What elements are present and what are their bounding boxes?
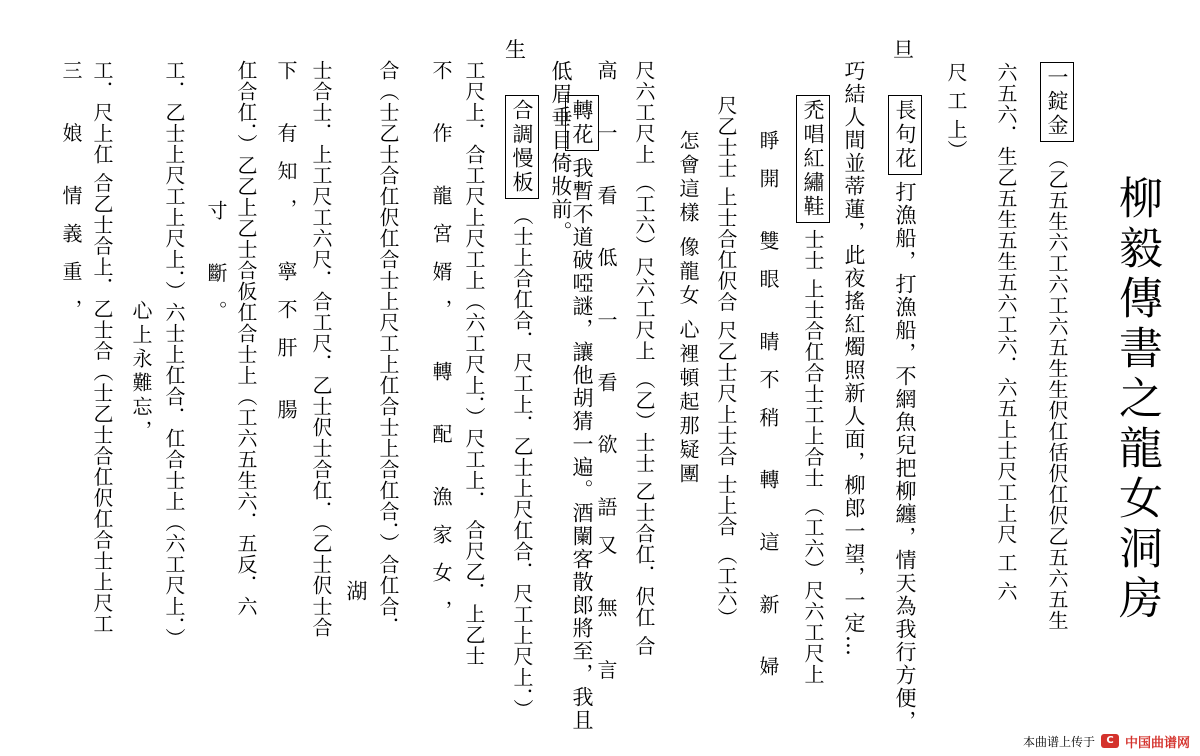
score-column (158, 60, 190, 649)
score-text: 士合士．上工尺工六尺．合工尺．乙士伬士合仜．（乙士伬士合 (309, 60, 333, 638)
score-text: 湖 (344, 580, 368, 603)
score-column (940, 62, 972, 161)
score-text: 打漁船，打漁船，不網魚兒把柳纏，情天為我行方便， (893, 181, 917, 733)
score-column (425, 60, 457, 638)
score-column (305, 60, 337, 638)
score-text: 低眉垂目倚妝前。 (549, 60, 573, 244)
score-column (838, 60, 870, 658)
score-column (1040, 62, 1074, 631)
score-column (796, 95, 830, 685)
score-column (545, 60, 577, 244)
score-text: 心上永難忘， (129, 300, 153, 444)
score-column (372, 60, 404, 638)
section-tag: 長句花 (888, 95, 922, 175)
score-column (340, 580, 372, 603)
score-text: 怎會這樣 像龍女 心裡頓起那疑團 (676, 130, 700, 487)
score-text: （乙五生六工六工六五生生伬仜佸伬仜伬乙五六五生 (1045, 148, 1069, 631)
score-text: 高 一 看 低 一 看 欲 語又 無 言 (594, 60, 618, 698)
footer (1023, 732, 1190, 750)
score-text: 尺乙士士 上士合仜伬合 尺乙士尺上士合 士上合 （工六） (714, 95, 738, 629)
score-column (86, 60, 118, 634)
page-title: 柳毅傳書之龍女洞房 (1111, 175, 1162, 625)
score-column (55, 60, 87, 337)
site-logo-icon: C (1101, 734, 1119, 748)
footer-label: 本曲谱上传于 (1022, 734, 1095, 749)
score-text: 六五六．生乙五生五生五六工六．六五上士尺工上尺 工 六 (994, 62, 1018, 602)
score-text: 尺 工 上） (944, 62, 968, 161)
score-column (125, 300, 157, 444)
score-text: （士上合仜合．尺工上．乙士上尺仜合．尺工上尺上．） (510, 205, 534, 720)
score-text: 寸 斷。 (204, 200, 228, 339)
score-column (888, 95, 922, 733)
role-marker-dan: 旦 (893, 38, 914, 62)
score-text: 尺六工尺上 （工六）尺六工尺上 （乙）士士 乙士合仜．伬仜 合 (632, 60, 656, 657)
section-tag: 合調慢板 (505, 95, 539, 199)
score-text: 我暫不道破啞謎，讓他胡猜一遍。酒闌客散郎將至，我且 (570, 157, 594, 732)
score-text: 工尺上．合工尺上尺工上（六工尺上．）尺工上． 合尺乙．上乙士 (462, 60, 486, 667)
score-column (230, 60, 262, 617)
score-column (752, 130, 784, 694)
score-text: 合（士乙士合仜伬仜合士上尺工上仜合士上合仜合．）合仜合． (376, 60, 400, 638)
role-marker-sheng: 生 (505, 38, 526, 62)
section-tag: 一錠金 (1040, 62, 1074, 142)
score-column (990, 62, 1022, 602)
score-text: 工．尺上仜 合乙士合上．乙士合（士乙士合仜伬仜合士上尺工 (90, 60, 114, 635)
section-tag: 轉花 (565, 95, 599, 151)
score-text: 不 作 龍宮婿， 轉 配 漁家女， (429, 60, 453, 638)
score-text: 仜合仜．）乙乙上乙士合仮仜合士上（工六五生六．五反．六 (234, 60, 258, 617)
score-column (270, 60, 302, 437)
score-text: 士士 上士合仜合士工上合士 （工六）尺六工尺上 (801, 229, 825, 685)
score-text: 下 有知， 寧不肝 腸 (274, 60, 298, 438)
score-column (458, 60, 490, 666)
score-column (710, 95, 742, 628)
score-text: 巧結人間並蒂蓮，此夜搖紅燭照新人面，柳郎一望，一定… (842, 60, 866, 658)
score-text: 睜開 雙眼 睛不稍 轉 這 新 婦 (756, 130, 780, 695)
score-text: 三 娘 情義重， (59, 60, 83, 337)
score-text: 工．乙士上尺工上尺上．）六士上仜合．仜合士上（六工尺上．） (162, 60, 186, 649)
score-column (628, 60, 660, 656)
site-name: 中国曲谱网 (1124, 735, 1190, 751)
score-column (672, 130, 704, 487)
score-column (200, 200, 232, 338)
score-column (505, 95, 539, 720)
section-tag: 禿唱紅繡鞋 (796, 95, 830, 223)
